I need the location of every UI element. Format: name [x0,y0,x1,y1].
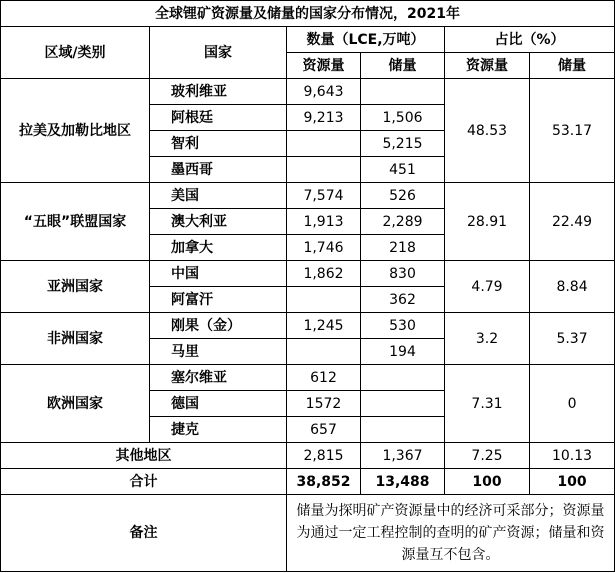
region-share-resources: 4.79 [445,261,530,313]
country-resources: 7,574 [287,183,361,209]
header-region-category: 区域/类别 [1,27,150,79]
total-label: 合计 [1,469,287,495]
country-reserves: 530 [361,313,445,339]
other-reserves: 1,367 [361,443,445,469]
total-share-reserves: 100 [530,469,615,495]
country-name: 刚果（金） [150,313,287,339]
table-title: 全球锂矿资源量及储量的国家分布情况，2021年 [1,1,615,27]
region-name: “五眼”联盟国家 [1,183,150,261]
region-share-reserves: 53.17 [530,79,615,183]
country-name: 阿富汗 [150,287,287,313]
country-resources [287,287,361,313]
note-label: 备注 [1,495,287,572]
table-row [1,313,615,339]
region-name: 拉美及加勒比地区 [1,79,150,183]
note-text: 储量为探明矿产资源量中的经济可采部分；资源量为通过一定工程控制的查明的矿产资源；储量和资源量互不包含。 [287,495,615,572]
other-row [1,443,615,469]
region-name: 亚洲国家 [1,261,150,313]
table-row [1,365,615,391]
region-share-reserves: 8.84 [530,261,615,313]
country-name: 阿根廷 [150,105,287,131]
header-share-group: 占比（%） [445,27,615,53]
country-reserves: 526 [361,183,445,209]
header-share-resources: 资源量 [445,53,530,79]
region-share-reserves: 0 [530,365,615,443]
total-share-resources: 100 [445,469,530,495]
country-resources: 9,213 [287,105,361,131]
country-resources: 612 [287,365,361,391]
country-reserves: 1,506 [361,105,445,131]
other-share-resources: 7.25 [445,443,530,469]
other-share-reserves: 10.13 [530,443,615,469]
header-country: 国家 [150,27,287,79]
table-row [1,261,615,287]
country-reserves: 362 [361,287,445,313]
country-name: 智利 [150,131,287,157]
region-share-resources: 28.91 [445,183,530,261]
country-name: 捷克 [150,417,287,443]
header-resources: 资源量 [287,53,361,79]
country-resources: 1572 [287,391,361,417]
country-name: 德国 [150,391,287,417]
table-row [1,183,615,209]
country-resources [287,131,361,157]
country-resources: 9,643 [287,79,361,105]
header-reserves: 储量 [361,53,445,79]
other-label: 其他地区 [1,443,287,469]
region-share-resources: 3.2 [445,313,530,365]
region-name: 非洲国家 [1,313,150,365]
region-share-resources: 7.31 [445,365,530,443]
country-reserves [361,365,445,391]
country-name: 澳大利亚 [150,209,287,235]
country-resources: 657 [287,417,361,443]
country-resources: 1,913 [287,209,361,235]
header-quantity-group: 数量（LCE,万吨） [287,27,445,53]
country-reserves [361,391,445,417]
region-name: 欧洲国家 [1,365,150,443]
country-reserves [361,417,445,443]
country-reserves: 218 [361,235,445,261]
total-reserves: 13,488 [361,469,445,495]
country-name: 加拿大 [150,235,287,261]
region-share-resources: 48.53 [445,79,530,183]
total-resources: 38,852 [287,469,361,495]
country-name: 马里 [150,339,287,365]
total-row [1,469,615,495]
country-name: 墨西哥 [150,157,287,183]
country-name: 美国 [150,183,287,209]
country-resources [287,339,361,365]
country-resources: 1,862 [287,261,361,287]
country-reserves: 830 [361,261,445,287]
country-name: 中国 [150,261,287,287]
country-reserves: 5,215 [361,131,445,157]
region-share-reserves: 5.37 [530,313,615,365]
note-row [1,495,615,572]
country-name: 塞尔维亚 [150,365,287,391]
table-row [1,79,615,105]
country-resources [287,157,361,183]
country-reserves [361,79,445,105]
country-reserves: 451 [361,157,445,183]
country-reserves: 194 [361,339,445,365]
header-share-reserves: 储量 [530,53,615,79]
region-share-reserves: 22.49 [530,183,615,261]
country-resources: 1,746 [287,235,361,261]
country-resources: 1,245 [287,313,361,339]
other-resources: 2,815 [287,443,361,469]
country-reserves: 2,289 [361,209,445,235]
country-name: 玻利维亚 [150,79,287,105]
